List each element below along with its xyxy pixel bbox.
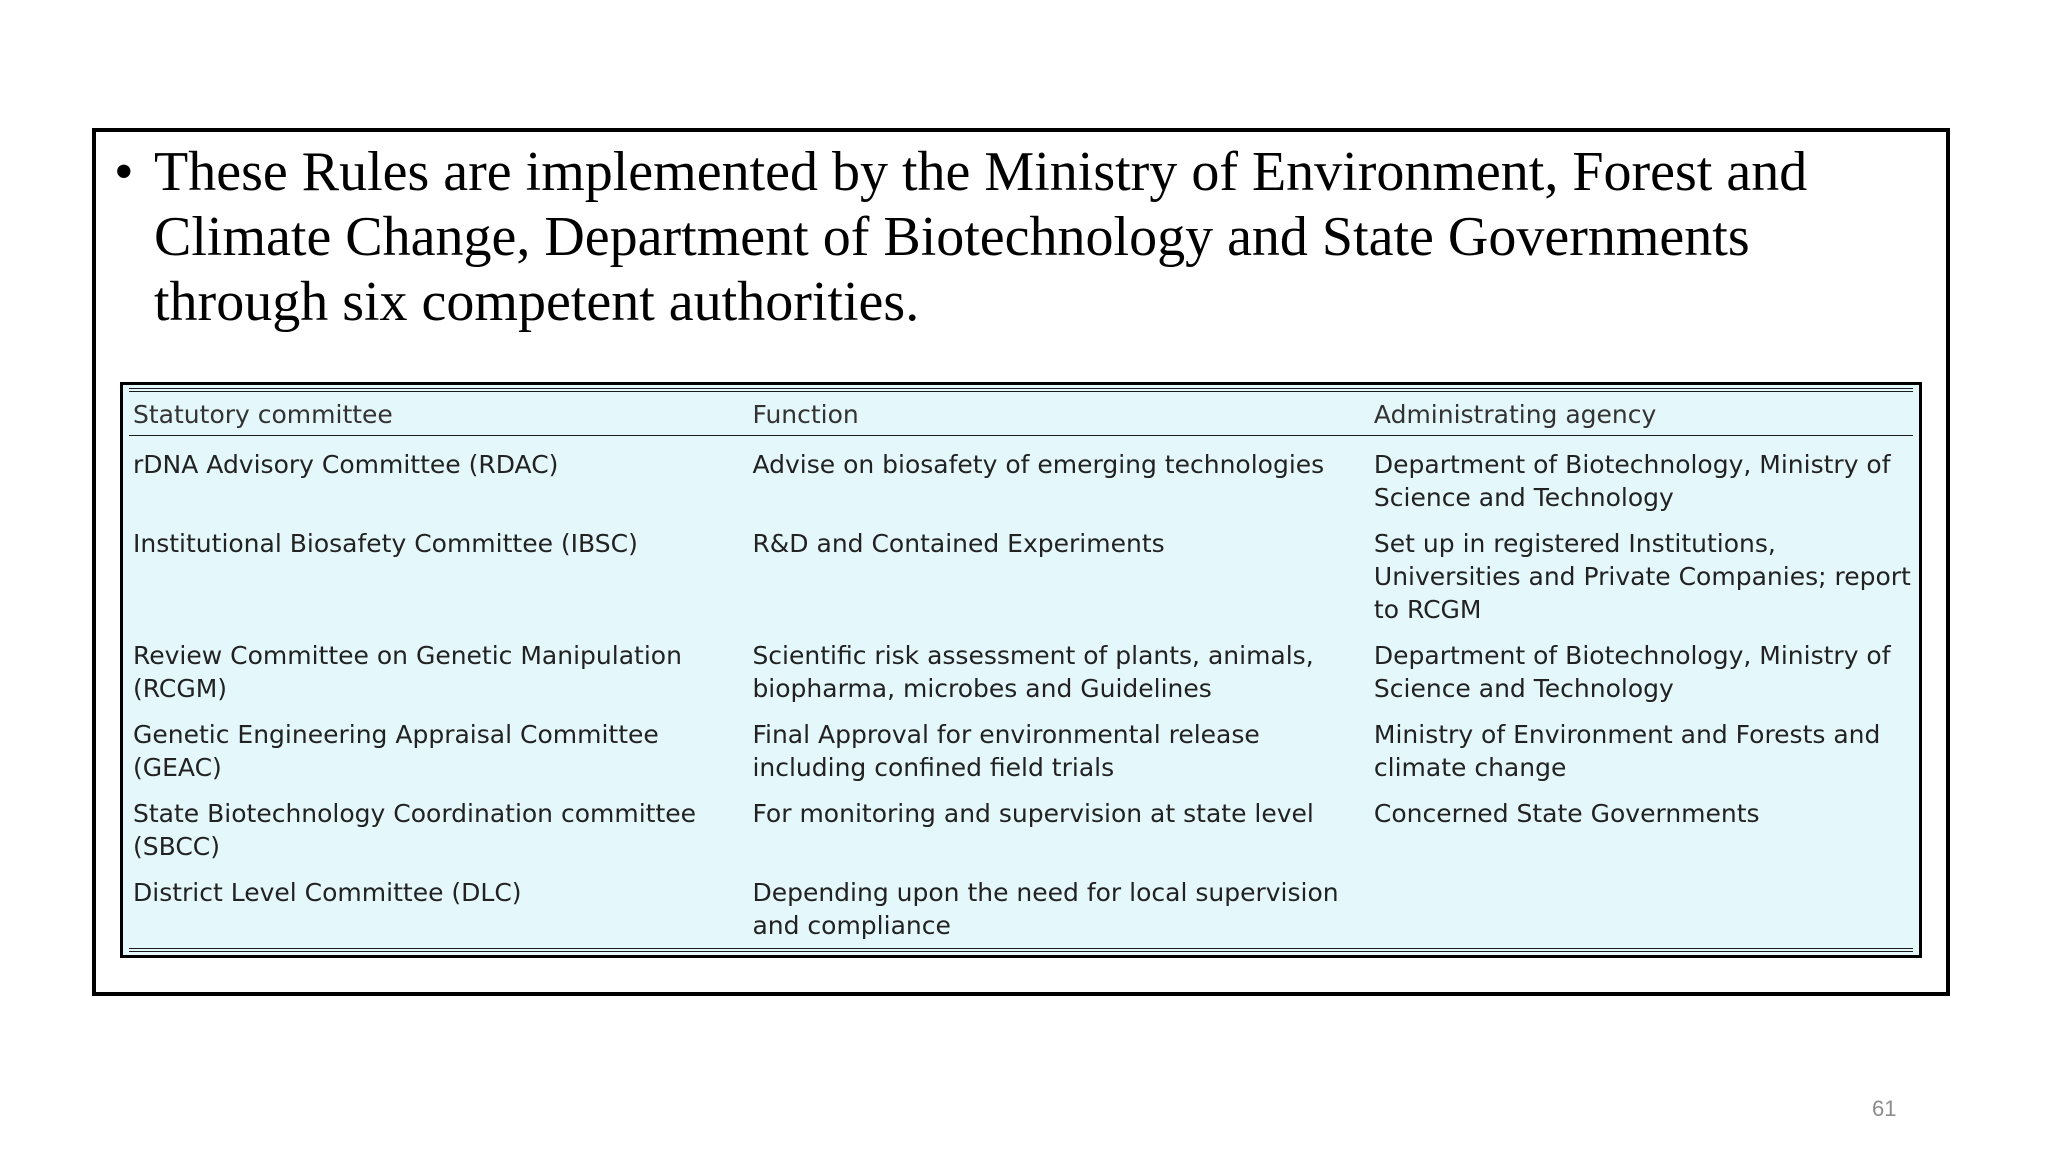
table-row	[129, 714, 1915, 793]
cell-committee: rDNA Advisory Committee (RDAC)	[133, 450, 559, 479]
table-top-rule	[129, 391, 1913, 392]
table-top-rule	[129, 388, 1913, 389]
header-statutory-committee: Statutory committee	[133, 400, 393, 429]
cell-agency	[1370, 872, 1915, 951]
table-row	[129, 444, 1915, 523]
cell-function: For monitoring and supervision at state level	[752, 799, 1314, 828]
cell-committee: State Biotechnology Coordination committee (SBCC)	[133, 799, 697, 861]
committee-table-frame	[120, 382, 1922, 958]
cell-agency: Ministry of Environment and Forests and climate change	[1373, 720, 1881, 782]
table-row	[129, 523, 1915, 635]
table-row	[129, 793, 1915, 872]
cell-function: Depending upon the need for local supervision and compliance	[752, 878, 1339, 940]
cell-committee: Genetic Engineering Appraisal Committee (GEAC)	[133, 720, 659, 782]
table-row	[129, 635, 1915, 714]
cell-function: Scientific risk assessment of plants, animals, biopharma, microbes and Guidelines	[752, 641, 1314, 703]
table-row	[129, 872, 1915, 951]
bullet-marker: •	[114, 141, 134, 203]
cell-agency: Department of Biotechnology, Ministry of Science and Technology	[1373, 641, 1891, 703]
committee-table	[129, 395, 1915, 951]
page-number: 61	[1872, 1096, 1897, 1121]
header-administrating-agency: Administrating agency	[1373, 400, 1657, 429]
header-function: Function	[752, 400, 859, 429]
table-bottom-rule	[129, 951, 1913, 952]
cell-agency: Department of Biotechnology, Ministry of Science and Technology	[1373, 450, 1891, 512]
cell-function: Advise on biosafety of emerging technologies	[752, 450, 1325, 479]
cell-committee: District Level Committee (DLC)	[133, 878, 522, 907]
slide-content-box	[92, 128, 1950, 996]
bullet-point	[114, 140, 1934, 335]
bullet-text: These Rules are implemented by the Ministry of Environment, Forest and Climate Change, Department of Biotechnology and State Governments through six competent authorities.	[154, 141, 1808, 333]
cell-committee: Institutional Biosafety Committee (IBSC)	[133, 529, 638, 558]
cell-function: R&D and Contained Experiments	[752, 529, 1165, 558]
table-header-row	[129, 395, 1915, 444]
cell-agency: Set up in registered Institutions, Universities and Private Companies; report to RCGM	[1373, 529, 1911, 624]
cell-function: Final Approval for environmental release including confined field trials	[752, 720, 1260, 782]
cell-committee: Review Committee on Genetic Manipulation (RCGM)	[133, 641, 682, 703]
cell-agency: Concerned State Governments	[1373, 799, 1760, 828]
